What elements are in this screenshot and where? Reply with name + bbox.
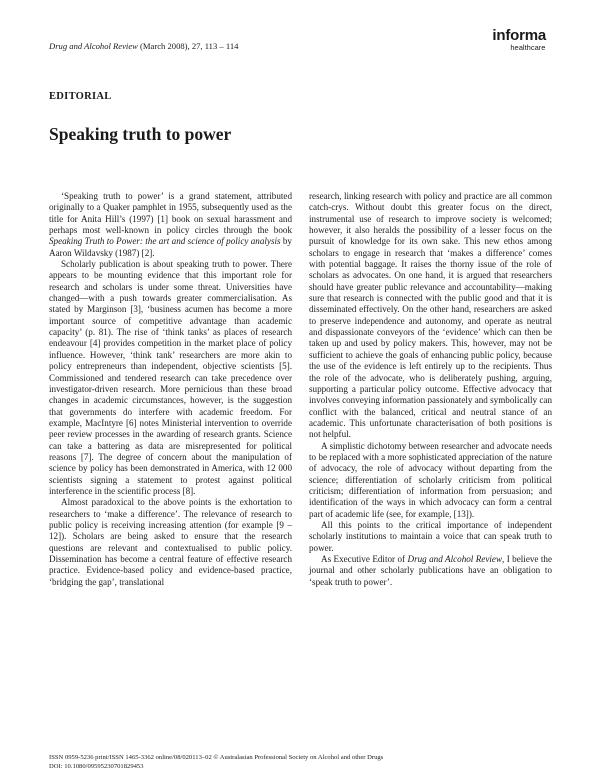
article-title: Speaking truth to power bbox=[49, 124, 232, 144]
left-column bbox=[49, 191, 292, 588]
right-column bbox=[309, 191, 552, 588]
paragraph: research, linking research with policy and practice are all common catch-crys. Without doubt this greater focus on the direct, instrumental use of research to improve society is welcomed; however, it also heralds the possibility of a lesser focus on the pursuit of knowledge for its own sake. This new ethos among scholars to engage in research that ‘makes a difference’ comes with potential baggage. It raises the thorny issue of the role of scholars as advocates. On one hand, it is argued that researchers should have greater public relevance and accountability—making sure that research is connected with the public good and that it is disseminated effectively. On the other hand, researchers are asked to preserve independence and autonomy, and operate as neutral and dispassionate conveyors of the ‘evidence’ which can then be taken up and used by policy makers. This, however, may not be sufficient to achieve the goals of enhancing public policy, because the use of the evidence is left entirely up to the recipients. Thus the role of the advocate, who is deliberately pushing, arguing, supporting a particular policy outcome. Effective advocacy that involves conveying information passionately and symbolically can conflict with the balanced, critical and neutral stance of an academic. This unfortunate characterisation of both positions is not helpful. bbox=[309, 191, 552, 440]
running-header bbox=[49, 41, 238, 51]
paragraph: Scholarly publication is about speaking truth to power. There appears to be mounting evidence that this important role for research and scholars is under some threat. Universities have changed—with a push towards greater commercialisation. As stated by Marginson [3], ‘business acumen has become a more important source of competitive advantage than academic capacity’ (p. 81). The rise of ‘think tanks’ as places of research endeavour [4] provides competition in the market place of policy influence. However, ‘think tank’ researchers are more akin to policy entrepreneurs than independent, objective scientists [5]. Commissioned and tendered research can take precedence over investigator-driven research. More pernicious than these broad changes in academic circumstances, however, is the suggestion that governments do interfere with academic freedom. For example, MacIntyre [6] notes Ministerial intervention to override peer review processes in the awarding of research grants. Science can take a battering as data are misrepresented for political reasons [7]. The degree of concern about the manipulation of science by policy has been demonstrated in America, with 12 000 scientists signing a statement to protest against political interference in the scientific process [8]. bbox=[49, 259, 292, 496]
paragraph: A simplistic dichotomy between researcher and advocate needs to be replaced with a more sophisticated appreciation of the nature of advocacy, the role of advocacy without departing from the science; differentiation of scholarly criticism from political criticism; differentiation of information from persuasion; and identification of the ways in which advocacy can form a central part of academic life (see, for example, [13]). bbox=[309, 440, 552, 519]
paragraph: Almost paradoxical to the above points is the exhortation to researchers to ‘make a difference’. The relevance of research to public policy is receiving increasing attention (for example [9 – 12]). Scholars are being asked to ensure that the research questions are relevant and contextualised to public policy. Dissemination has become a central feature of effective research practice. Evidence-based policy and evidence-based practice, ‘bridging the gap’, translational bbox=[49, 497, 292, 587]
journal-citation: (March 2008), 27, 113 – 114 bbox=[140, 41, 239, 51]
publisher-logo bbox=[492, 28, 546, 52]
paragraph: All this points to the critical importance of independent scholarly institutions to maintain a voice that can speak truth to power. bbox=[309, 519, 552, 553]
paragraph: As Executive Editor of Drug and Alcohol Review, I believe the journal and other scholarly publications have an obligation to ‘speak truth to power’. bbox=[309, 554, 552, 587]
page-footer bbox=[49, 754, 383, 771]
footer-doi: DOI: 10.1080/09595230701829453 bbox=[49, 762, 144, 770]
publisher-logo-sub: healthcare bbox=[510, 43, 546, 52]
publisher-logo-main: informa bbox=[492, 27, 546, 44]
section-label: EDITORIAL bbox=[49, 91, 112, 102]
paragraph: ‘Speaking truth to power’ is a grand statement, attributed originally to a Quaker pamphlet in 1955, subsequently used as the title for Anita Hill’s (1997) [1] book on sexual harassment and perhaps most well-known in policy circles through the book Speaking Truth to Power: the art and science of policy analysis by Aaron Wildavsky (1987) [2]. bbox=[49, 191, 292, 258]
footer-issn: ISSN 0959-5236 print/ISSN 1465-3362 online/08/020113–02 © Australasian Professional Society on Alcohol and other Drugs bbox=[49, 754, 384, 761]
journal-name: Drug and Alcohol Review bbox=[49, 41, 138, 51]
